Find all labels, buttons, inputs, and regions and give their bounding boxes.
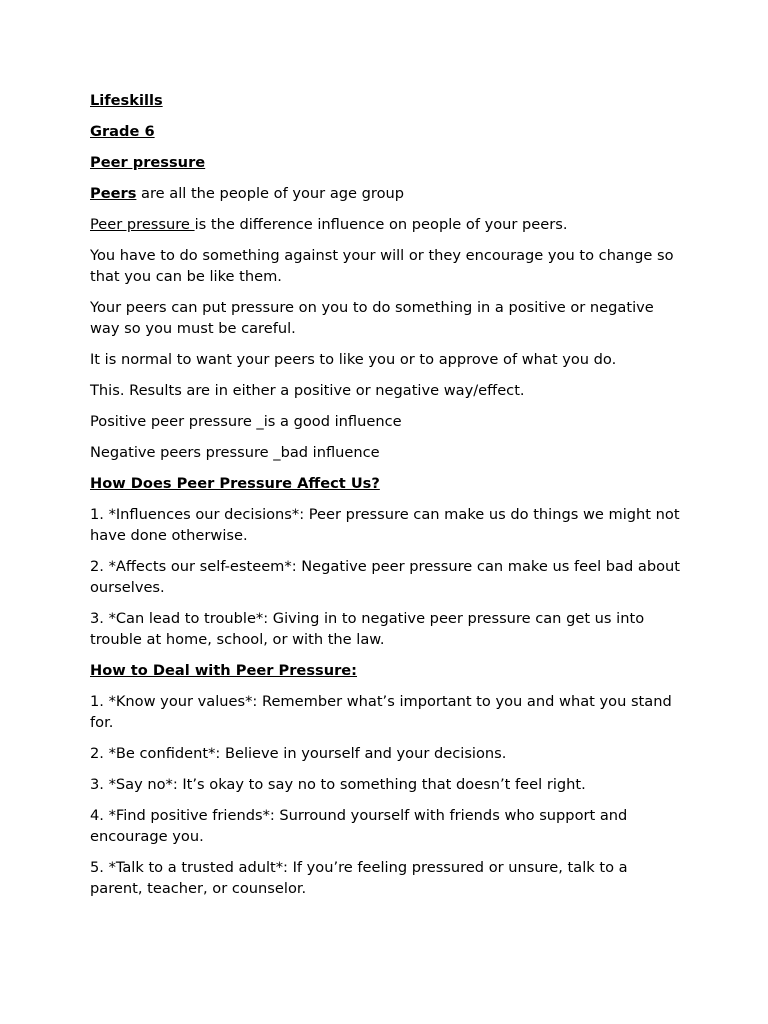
peer-pressure-definition-paragraph bbox=[90, 214, 682, 235]
peer-pressure-definition: is the difference influence on people of your peers. bbox=[194, 216, 568, 233]
peers-definition: are all the people of your age group bbox=[136, 185, 405, 202]
paragraph: It is normal to want your peers to like you or to approve of what you do. bbox=[90, 351, 617, 368]
affect-list-item: 2. *Affects our self-esteem*: Negative peer pressure can make us feel bad about ourselves. bbox=[90, 558, 680, 596]
paragraph: You have to do something against your will or they encourage you to change so that you can be like them. bbox=[90, 247, 674, 285]
grade-heading: Grade 6 bbox=[90, 123, 155, 140]
affect-list-item: 3. *Can lead to trouble*: Giving in to negative peer pressure can get us into trouble at home, school, or with the law. bbox=[90, 610, 645, 648]
paragraph: Your peers can put pressure on you to do something in a positive or negative way so you must be careful. bbox=[90, 299, 654, 337]
paragraph: Negative peers pressure _bad influence bbox=[90, 444, 380, 461]
subject-heading: Lifeskills bbox=[90, 92, 163, 109]
deal-list-item: 4. *Find positive friends*: Surround yourself with friends who support and encourage you. bbox=[90, 807, 628, 845]
topic-heading: Peer pressure bbox=[90, 154, 206, 171]
affect-heading: How Does Peer Pressure Affect Us? bbox=[90, 475, 380, 492]
deal-heading: How to Deal with Peer Pressure: bbox=[90, 662, 358, 679]
deal-list-item: 2. *Be confident*: Believe in yourself and your decisions. bbox=[90, 745, 507, 762]
affect-list-item: 1. *Influences our decisions*: Peer pressure can make us do things we might not have done otherwise. bbox=[90, 506, 680, 544]
paragraph: Positive peer pressure _is a good influence bbox=[90, 413, 402, 430]
peers-definition-paragraph bbox=[90, 183, 682, 204]
peer-pressure-term: Peer pressure bbox=[90, 216, 195, 233]
document-body bbox=[90, 90, 682, 909]
paragraph: This. Results are in either a positive or negative way/effect. bbox=[90, 382, 525, 399]
deal-list-item: 5. *Talk to a trusted adult*: If you’re feeling pressured or unsure, talk to a parent, teacher, or counselor. bbox=[90, 859, 628, 897]
deal-list-item: 3. *Say no*: It’s okay to say no to something that doesn’t feel right. bbox=[90, 776, 586, 793]
deal-list-item: 1. *Know your values*: Remember what’s important to you and what you stand for. bbox=[90, 693, 672, 731]
peers-term: Peers bbox=[90, 185, 137, 202]
